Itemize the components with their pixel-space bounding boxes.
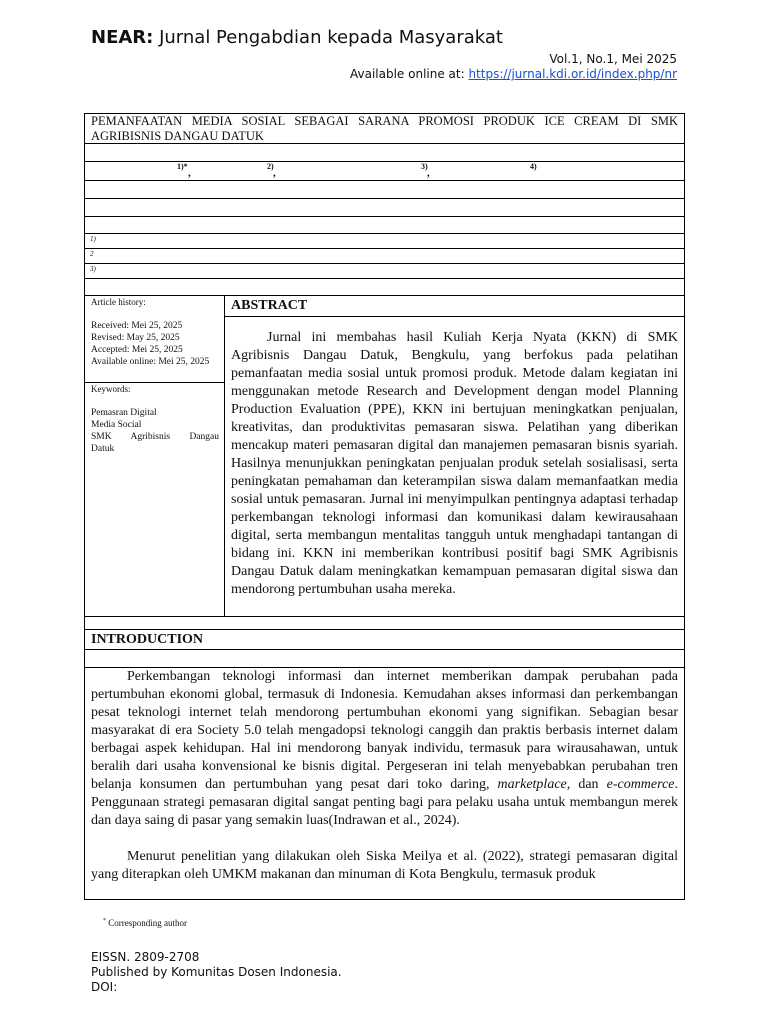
eissn: EISSN. 2809-2708 (91, 950, 200, 964)
corresponding-author-footnote (103, 918, 187, 928)
affiliation-mark-1: 1) (90, 235, 96, 243)
intro-p1-part-b: , dan (566, 777, 607, 792)
keywords-label: Keywords: (91, 384, 131, 394)
footnote-mark: * (103, 918, 106, 924)
abstract-body (231, 329, 678, 599)
introduction-heading: INTRODUCTION (91, 632, 204, 647)
author-comma-1: , (188, 167, 191, 179)
article-info-column (85, 296, 225, 616)
author-mark-1: 1)* (177, 162, 188, 171)
author-comma-3: , (427, 167, 430, 179)
blank-row (85, 144, 684, 162)
author-mark-3: 3) (421, 162, 428, 171)
blank-row (85, 181, 684, 199)
journal-abbr: NEAR: (91, 27, 154, 48)
blank-row (85, 650, 684, 668)
introduction-paragraph-1 (91, 668, 678, 830)
revised-date: Revised: May 25, 2025 (91, 333, 180, 343)
author-mark-2: 2) (267, 162, 274, 171)
online-label: Available online at: (349, 67, 469, 81)
info-divider (85, 382, 224, 383)
abstract-heading: ABSTRACT (231, 298, 308, 313)
volume-info: Vol.1, No.1, Mei 2025 (549, 52, 677, 66)
authors-row (85, 162, 684, 181)
keyword-4: Datuk (91, 444, 115, 454)
doi: DOI: (91, 980, 118, 994)
article-frame (84, 113, 685, 900)
blank-row (85, 217, 684, 234)
intro-p1-marketplace: marketplace (497, 777, 567, 792)
keyword-3: SMK Agribisnis Dangau (91, 432, 219, 442)
introduction-paragraph-2: Menurut penelitian yang dilakukan oleh Siska Meilya et al. (2022), strategi pemasaran digital yang diterapkan oleh UMKM makanan dan minuman di Kota Bengkulu, termasuk produk (91, 849, 678, 882)
accepted-date: Accepted: Mei 25, 2025 (91, 345, 183, 355)
online-availability (350, 67, 677, 81)
journal-name: Jurnal Pengabdian kepada Masyarakat (153, 27, 503, 48)
intro-p1-part-a: Perkembangan teknologi informasi dan internet memberikan dampak perubahan pada pertumbuhan ekonomi global, termasuk di Indonesia. Kemudahan akses informasi dan perkembangan pesat teknologi internet telah mendorong pertumbuhan ekonomi yang signifikan. Sebagian besar masyarakat di era Society 5.0 telah mengadopsi teknologi canggih dan praktis berbasis internet dalam berbagai aspek kehidupan. Hal ini mendorong banyak individu, termasuk para wirausahawan, untuk beralih dari usaha konvensional ke bisnis digital. Pergeseran ini telah menyebabkan perubahan tren belanja konsumen dan pertumbuhan yang pesat dari toko daring, (91, 669, 678, 792)
footnote-text: Corresponding author (106, 918, 187, 928)
available-date: Available online: Mei 25, 2025 (91, 357, 210, 367)
affiliation-row-1 (85, 234, 684, 249)
keyword-2: Media Social (91, 420, 142, 430)
blank-row (85, 199, 684, 217)
publisher: Published by Komunitas Dosen Indonesia. (91, 965, 342, 979)
author-comma-2: , (273, 167, 276, 179)
journal-title (91, 27, 503, 48)
intro-p1-part-c: . Penggunaan strategi pemasaran digital sangat penting bagi para pelaku usaha untuk membangun merek dan daya saing di pasar yang semakin luas(Indrawan et al., 2024). (91, 777, 678, 828)
title-row (85, 114, 684, 144)
affiliation-row-2 (85, 249, 684, 264)
blank-row (85, 616, 684, 630)
abstract-text: Jurnal ini membahas hasil Kuliah Kerja Nyata (KKN) di SMK Agribisnis Dangau Datuk, Bengkulu, yang berfokus pada pelatihan pemanfaatan media sosial untuk promosi produk. Metode dalam kegiatan ini menggunakan metode Research and Development dengan model Planning Production Evaluation (PPE), KKN ini bertujuan meningkatkan penjualan, kreativitas, dan produktivitas pemasaran siswa. Pelatihan yang diberikan mencakup materi pemasaran digital dan manajemen pemasaran bisnis syariah. Hasilnya menunjukkan peningkatan penjualan produk setelah sosialisasi, serta peningkatan pemahaman dan keterampilan siswa dalam memanfaatkan media sosial untuk pemasaran. Jurnal ini menyimpulkan pentingnya adaptasi terhadap perkembangan teknologi informasi dan komunikasi dalam kewirausahaan digital, serta membangun mentalitas tangguh untuk menghadapi tantangan di bidang ini. KKN ini memberikan kontribusi positif bagi SMK Agribisnis Dangau Datuk dalam meningkatkan kemampuan pemasaran digital siswa dan mendorong pertumbuhan usaha mereka. (231, 330, 678, 597)
blank-row (85, 279, 684, 296)
article-title: PEMANFAATAN MEDIA SOSIAL SEBAGAI SARANA PROMOSI PRODUK ICE CREAM DI SMK AGRIBISNIS DANGAU DATUK (91, 114, 678, 143)
abstract-divider (225, 316, 684, 317)
author-mark-4: 4) (530, 162, 537, 171)
affiliation-row-3 (85, 264, 684, 279)
received-date: Received: Mei 25, 2025 (91, 321, 183, 331)
history-label: Article history: (91, 297, 146, 307)
affiliation-mark-3: 3) (90, 265, 96, 273)
page-footer (91, 950, 342, 995)
affiliation-mark-2: 2 (90, 250, 94, 258)
intro-p1-ecommerce: e-commerce (606, 777, 675, 792)
keyword-1: Pemasran Digital (91, 408, 157, 418)
journal-url-link[interactable]: https://jurnal.kdi.or.id/index.php/nr (468, 67, 677, 81)
introduction-body (91, 668, 678, 884)
